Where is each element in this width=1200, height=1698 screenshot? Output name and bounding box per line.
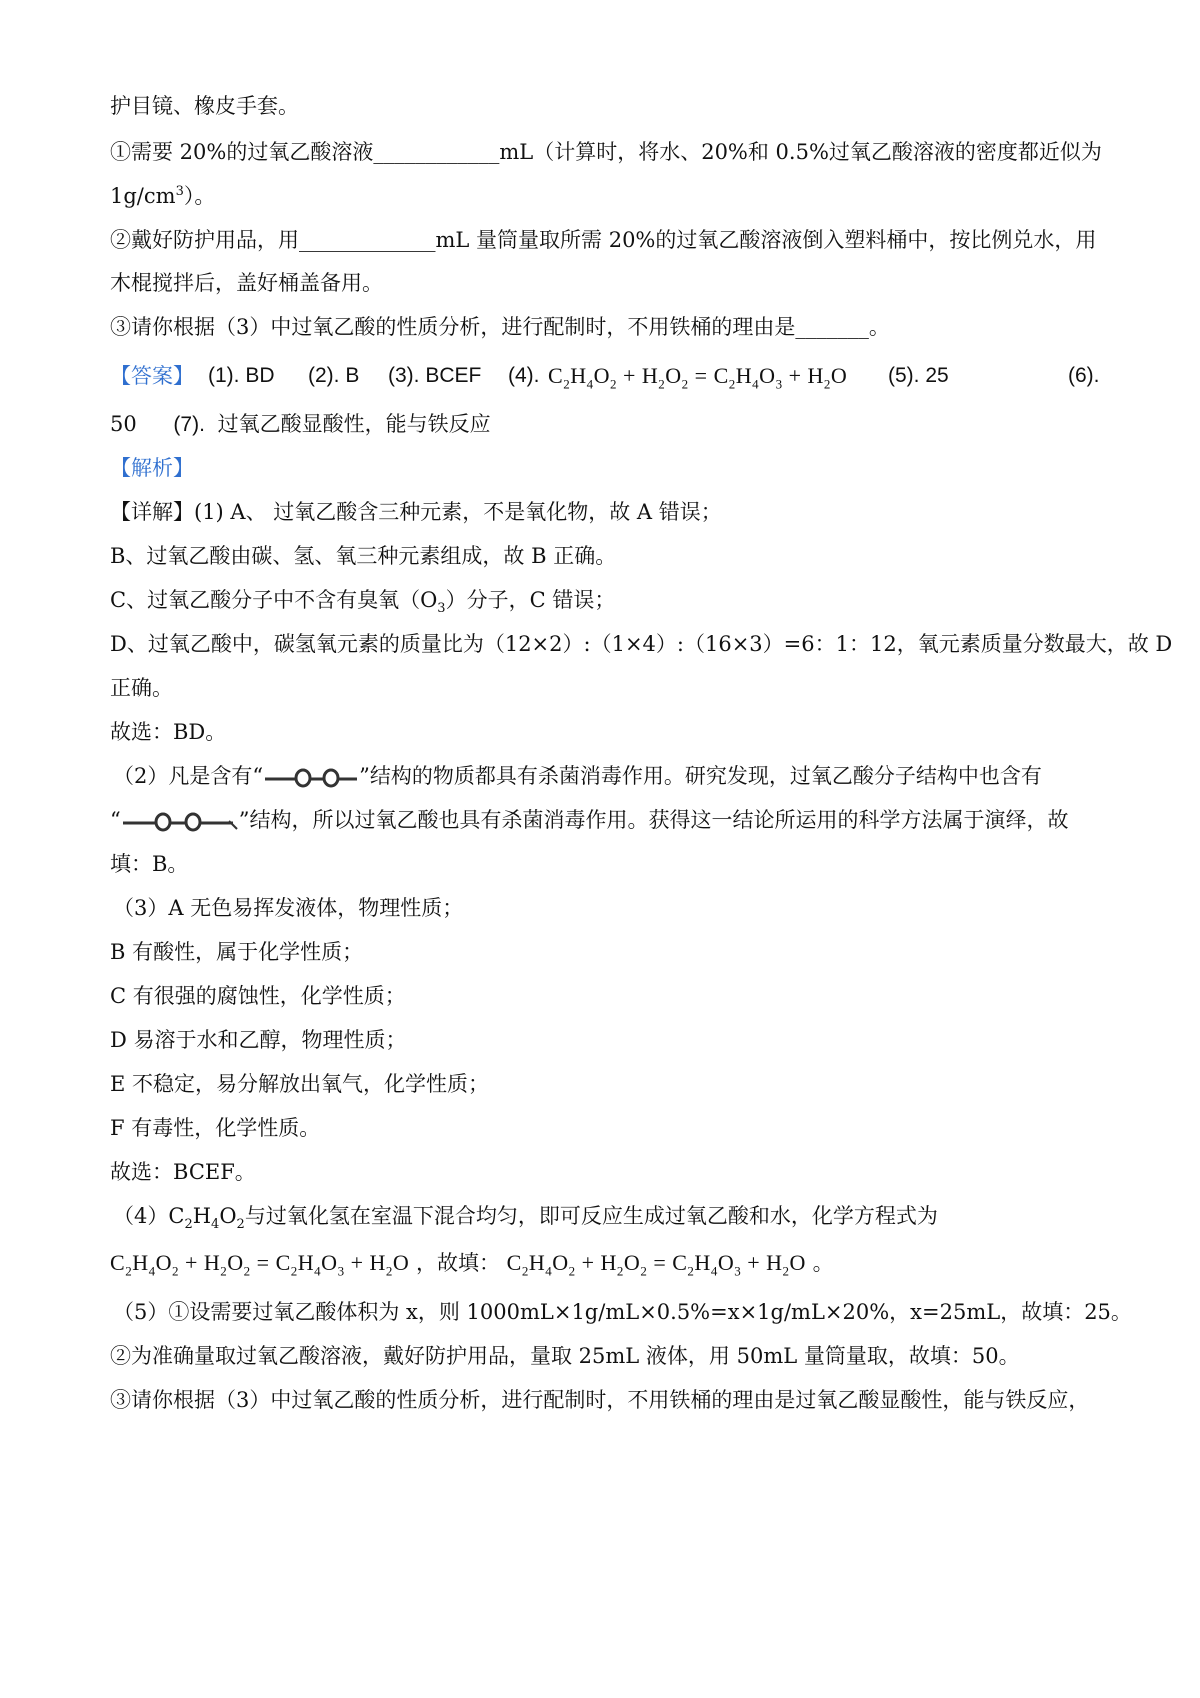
chemical-equation: $C_2H_4O_2 + H_2O_2 = C_2H_4O_3 + H_2O$ bbox=[506, 1250, 806, 1279]
answer-3: (3). BCEF bbox=[388, 364, 482, 387]
peroxy-chain-image bbox=[263, 767, 359, 789]
detail-line: 正确。 bbox=[110, 676, 173, 700]
detail-line: （2）凡是含有“ ”结构的物质都具有杀菌消毒作用。研究发现，过氧乙酸分子结构中也含有 bbox=[113, 764, 1042, 788]
detail-line: 故选：BD。 bbox=[110, 720, 227, 744]
answer-line-2 bbox=[110, 409, 491, 440]
equation-line: $C_2H_4O_2 + H_2O_2 = C_2H_4O_3 + H_2O$ ，故填： $C_2H_4O_2 + H_2O_2 = C_2H_4O_3 + H_2O$ 。 bbox=[110, 1250, 834, 1279]
detail-line: E 不稳定，易分解放出氧气，化学性质； bbox=[110, 1072, 490, 1096]
detail-line: 【详解】(1) A、 过氧乙酸含三种元素，不是氧化物，故 A 错误； bbox=[110, 500, 722, 524]
analysis-label: 【解析】 bbox=[110, 456, 194, 480]
detail-line: ③请你根据（3）中过氧乙酸的性质分析，进行配制时，不用铁桶的理由是过氧乙酸显酸性，能与铁反应， bbox=[110, 1388, 1090, 1412]
detail-line: “ ”结构，所以过氧乙酸也具有杀菌消毒作用。获得这一结论所运用的科学方法属于演绎，故 bbox=[110, 808, 1069, 832]
density-unit-line: $1g/cm^3$）。 bbox=[110, 184, 216, 208]
detail-line: B 有酸性，属于化学性质； bbox=[110, 940, 364, 964]
answer-6: (6). bbox=[1068, 364, 1100, 387]
detail-line: $(4)C_2H_4O_2$与过氧化氢在室温下混合均匀，即可反应生成过氧乙酸和水，化学方程式为 bbox=[113, 1204, 938, 1233]
question-5-2: ②戴好防护用品，用_____________mL 量筒量取所需 20%的过氧乙酸溶液倒入塑料桶中，按比例兑水，用 bbox=[110, 228, 1097, 252]
chemical-equation: $C_2H_4O_2 + H_2O_2 = C_2H_4O_3 + H_2O$ bbox=[110, 1250, 410, 1279]
detail-line: B、过氧乙酸由碳、氢、氧三种元素组成，故 B 正确。 bbox=[110, 544, 617, 568]
detail-line: D、过氧乙酸中，碳氢氧元素的质量比为（12×2）:（1×4）:（16×3）=6：1：12，氧元素质量分数最大，故 D bbox=[110, 632, 1173, 656]
detail-line: C 有很强的腐蚀性，化学性质； bbox=[110, 984, 406, 1008]
text-line: 木棍搅拌后，盖好桶盖备用。 bbox=[110, 271, 383, 295]
answer-label: 【答案】 bbox=[110, 364, 194, 388]
answer-7-label: (7). bbox=[173, 413, 205, 436]
text-line: 护目镜、橡皮手套。 bbox=[110, 94, 299, 118]
detail-line: （5）①设需要过氧乙酸体积为 x，则 1000mL×1g/mL×0.5%=x×1g/mL×20%，x=25mL，故填：25。 bbox=[113, 1300, 1132, 1324]
answer-4-equation: $C_2H_4O_2 + H_2O_2 = C_2H_4O_3 + H_2O$ bbox=[548, 363, 848, 392]
detail-line: （3）A 无色易挥发液体，物理性质； bbox=[113, 896, 464, 920]
answer-6-value: 50 bbox=[110, 412, 137, 436]
answer-line bbox=[110, 361, 1110, 393]
answer-5: (5). 25 bbox=[888, 364, 949, 387]
detail-line: C、过氧乙酸分子中不含有臭氧$(O_3)$分子，C 错误； bbox=[110, 588, 616, 617]
answer-4: (4). bbox=[508, 364, 540, 387]
answer-2: (2). B bbox=[308, 364, 360, 387]
answer-1: (1). BD bbox=[208, 364, 275, 387]
detail-line: ②为准确量取过氧乙酸溶液，戴好防护用品，量取 25mL 液体，用 50mL 量筒量取，故填：50。 bbox=[110, 1344, 1020, 1368]
detail-line: 填：B。 bbox=[110, 852, 189, 876]
peroxy-chain-image bbox=[121, 811, 239, 833]
answer-7-text: 过氧乙酸显酸性，能与铁反应 bbox=[217, 412, 491, 436]
detail-line: F 有毒性，化学性质。 bbox=[110, 1116, 321, 1140]
question-5-1: ①需要 20%的过氧乙酸溶液____________mL（计算时，将水、20%和 0.5%过氧乙酸溶液的密度都近似为 bbox=[110, 140, 1102, 164]
detail-line: 故选：BCEF。 bbox=[110, 1160, 256, 1184]
question-5-3: ③请你根据（3）中过氧乙酸的性质分析，进行配制时，不用铁桶的理由是_______。 bbox=[110, 315, 890, 339]
detail-line: D 易溶于水和乙醇，物理性质； bbox=[110, 1028, 407, 1052]
